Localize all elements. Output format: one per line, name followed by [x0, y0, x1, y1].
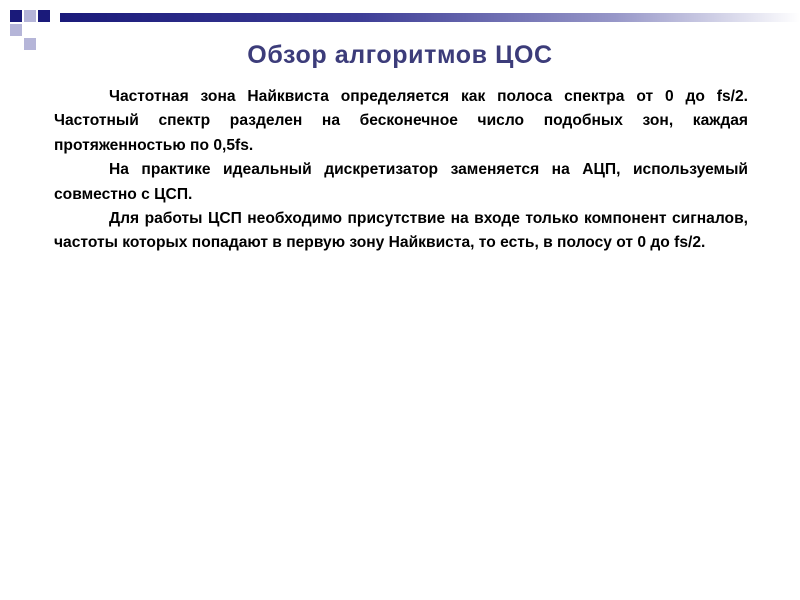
- paragraph-nyquist-zone: Частотная зона Найквиста определяется как полоса спектра от 0 до fs/2. Частотный спектр разделен на бесконечное число подобных зон, каждая протяженностью по 0,5fs.: [54, 88, 748, 154]
- paragraph-dsp-input: Для работы ЦСП необходимо присутствие на входе только компонент сигналов, частоты которых попадают в первую зону Найквиста, то есть, в полосу от 0 до fs/2.: [54, 210, 748, 252]
- header-gradient-bar: [60, 13, 800, 22]
- slide-body: [54, 85, 748, 256]
- decor-square: [24, 10, 36, 22]
- decor-square: [38, 10, 50, 22]
- paragraph-adc: На практике идеальный дискретизатор заменяется на АЦП, используемый совместно с ЦСП.: [54, 161, 748, 203]
- decor-square: [10, 10, 22, 22]
- decor-square: [10, 24, 22, 36]
- slide-title: Обзор алгоритмов ЦОС: [247, 41, 553, 69]
